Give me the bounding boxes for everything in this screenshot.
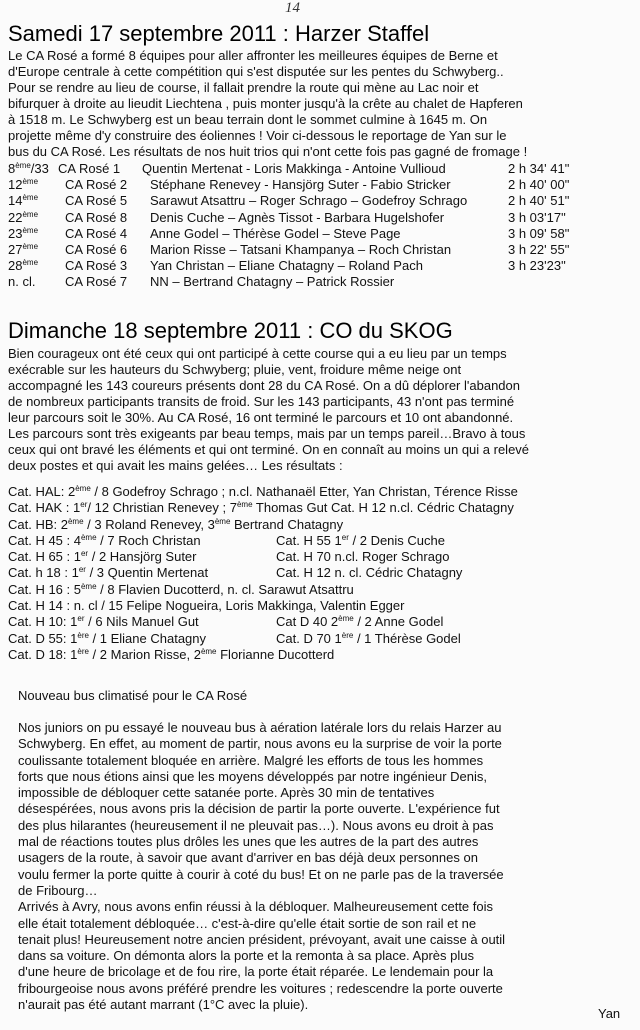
category-result-right <box>276 614 443 630</box>
category-result <box>8 500 514 516</box>
category-text: Cat. H 12 n. cl. Cédric Chatagny <box>276 565 463 581</box>
text-line: Pour se rendre au lieu de course, il fallait prendre la route qui mène au Lac noir et <box>8 80 479 95</box>
rank-suffix: ème <box>80 581 97 591</box>
rank-value: 23 <box>8 225 23 241</box>
result-rank <box>8 258 38 274</box>
rank-value: 22 <box>8 209 23 225</box>
category-result <box>8 614 199 630</box>
rank-suffix: er <box>78 565 86 575</box>
rank-suffix: er <box>80 549 89 559</box>
category-text: Cat. H 45 : 4 <box>8 532 81 548</box>
team-members: Denis Cuche – Agnès Tissot - Barbara Hugelshofer <box>150 209 445 225</box>
category-row <box>8 549 632 565</box>
text-line: fribourgeoise nous avons préféré prendre les voitures ; redescendre la porte ouverte <box>18 980 503 996</box>
category-result <box>8 484 518 500</box>
text-line: coulissante totalement bloquée en arrière. Malgré les efforts de tous les hommes <box>18 752 484 768</box>
result-row <box>8 226 628 242</box>
category-row <box>8 614 632 630</box>
category-text: Cat. HAL: 2 <box>8 484 76 499</box>
text-line: à 1518 m. Le Schwyberg est un beau terrain dont le sommet culmine à 1645 m. On <box>8 112 488 127</box>
harzer-paragraph <box>8 48 622 160</box>
article-author: Yan <box>598 1006 621 1021</box>
text-line: mal de réactions toutes plus drôles les unes que les autres de la part des autres <box>18 834 479 850</box>
category-text: Cat. H 14 : n. cl / 15 Felipe Nogueira, Loris Makkinga, Valentin Egger <box>8 598 405 614</box>
category-text: Cat. HAK : 1 <box>8 500 81 516</box>
category-text: Bertrand Chatagny <box>230 516 344 532</box>
category-text: Thomas Gut Cat. H 12 n.cl. Cédric Chatagny <box>252 500 514 516</box>
bus-article-title: Nouveau bus climatisé pour le CA Rosé <box>18 688 248 703</box>
team-members: Yan Christan – Eliane Chatagny – Roland Pach <box>150 258 423 274</box>
team-members: Sarawut Atsattru – Roger Schrago – Godefroy Schrago <box>150 193 468 209</box>
category-row <box>8 598 632 614</box>
harzer-results <box>8 161 628 291</box>
category-result-right <box>276 533 445 549</box>
rank-suffix: ème <box>75 484 91 493</box>
category-text: Cat D 40 2 <box>276 614 339 630</box>
result-rank <box>8 177 38 193</box>
team-members: Quentin Mertenat - Loris Makkinga - Antoine Vullioud <box>142 161 446 176</box>
result-time: 2 h 40' 51" <box>508 193 570 209</box>
category-text: Cat. D 55: 1 <box>8 630 78 646</box>
rank-suffix: ère <box>77 646 89 656</box>
text-line: usagers de la route, à savoir que avant d'arriver en bas déjà deux personnes on <box>18 850 478 866</box>
text-line: Le CA Rosé a formé 8 équipes pour aller affronter les meilleures équipes de Berne et <box>8 48 498 63</box>
text-line: bus du CA Rosé. Les résultats de nos huit trios qui n'ont cette fois pas gagné de fromage ! <box>8 144 528 159</box>
rank-suffix: ème <box>22 241 39 251</box>
category-text: / 2 Marion Risse, 2 <box>88 646 201 662</box>
category-text: / 7 Roch Christan <box>96 532 201 548</box>
result-time: 3 h 03'17" <box>508 209 566 225</box>
result-time: 3 h 22' 55" <box>508 241 570 257</box>
text-line: désespérées, nous avons pris la décision de partir la porte ouverte. L'expérience fut <box>18 801 500 817</box>
category-text: Florianne Ducotterd <box>216 646 335 662</box>
category-result <box>8 549 197 565</box>
text-line: dans sa voiture. On démonta alors la porte et la remonta à sa place. Après plus <box>18 948 474 964</box>
category-text: / 6 Nils Manuel Gut <box>84 614 199 630</box>
text-line: accompagné les 143 coureurs présents dont 28 du CA Rosé. On a dû déplorer l'abandon <box>8 378 520 393</box>
rank-suffix: ème <box>22 177 39 187</box>
rank-suffix: ème <box>22 258 39 268</box>
result-row <box>8 274 628 290</box>
rank-suffix: ème <box>338 614 354 624</box>
rank-suffix: ère <box>341 630 354 640</box>
text-line: n'aurait pas été autant marrant (1°C avec la pluie). <box>18 997 309 1013</box>
category-text: / 3 Quentin Mertenat <box>85 565 209 581</box>
category-text: Cat. H 55 1 <box>276 532 342 548</box>
category-row <box>8 517 632 533</box>
text-line: voulu fermer la porte quitte à courir à coté du bus! Et on ne parle pas de la traversée <box>18 866 504 882</box>
result-row <box>8 193 628 209</box>
result-rank <box>8 242 38 258</box>
text-line: Nos juniors on pu essayé le nouveau bus à aération latérale lors du relais Harzer au <box>18 720 502 735</box>
team-name: CA Rosé 6 <box>65 241 128 257</box>
category-text: / 2 Hansjörg Suter <box>88 549 197 565</box>
text-line: Bien courageux ont été ceux qui ont participé à cette course qui a eu lieu par un temps <box>8 346 507 361</box>
team-members: NN – Bertrand Chatagny – Patrick Rossier <box>150 274 395 290</box>
category-row <box>8 484 632 500</box>
rank-suffix: ème <box>22 209 39 219</box>
result-row <box>8 161 628 177</box>
result-rank <box>8 210 38 226</box>
text-line: ceux qui ont bravé les éléments et qui ont terminé. On en connaît au moins un qui a relevé <box>8 442 530 457</box>
team-name: CA Rosé 4 <box>65 225 128 241</box>
bus-article-body <box>18 720 598 1013</box>
category-row <box>8 500 632 516</box>
rank-value: 27 <box>8 241 23 257</box>
rank-suffix: er <box>341 532 349 542</box>
category-text: Cat. h 18 : 1 <box>8 565 79 581</box>
result-row <box>8 258 628 274</box>
text-line: d'une heure de bricolage et de fou rire, la porte était réparée. Le lendemain pour la <box>18 964 494 980</box>
category-row <box>8 582 632 598</box>
category-text: / 3 Roland Renevey, 3 <box>83 516 215 532</box>
section-title-skog: Dimanche 18 septembre 2011 : CO du SKOG <box>8 318 453 343</box>
category-text: Cat. D 70 1 <box>276 630 342 646</box>
rank-suffix: ème <box>200 646 217 656</box>
skog-paragraph <box>8 346 622 474</box>
category-result <box>8 631 206 647</box>
rank-suffix: ème <box>22 193 39 203</box>
rank-suffix: ème <box>214 516 231 526</box>
category-result-right <box>276 549 449 565</box>
result-row <box>8 242 628 258</box>
category-text: Cat. D 18: 1 <box>8 646 78 662</box>
category-result-right <box>276 565 462 581</box>
result-time: 3 h 23'23" <box>508 258 566 274</box>
text-line: d'Europe centrale à cette compétition qui s'est disputée sur les pentes du Schwyberg.. <box>8 64 504 79</box>
team-name: CA Rosé 8 <box>65 209 128 225</box>
category-text: Cat. H 16 : 5 <box>8 581 81 597</box>
rank-suffix: ème <box>67 516 84 526</box>
text-line: forts que nous étions ainsi que les moyens développés par notre ingénieur Denis, <box>18 768 488 784</box>
category-row <box>8 631 632 647</box>
result-time: 2 h 40' 00" <box>508 177 570 193</box>
rank-total: /33 <box>30 161 49 176</box>
category-result <box>8 517 343 533</box>
skog-results <box>8 484 632 663</box>
category-text: / 2 Denis Cuche <box>348 532 445 548</box>
text-line: exécrable sur les hauteurs du Schwyberg; pluie, vent, froidure même neige ont <box>8 362 462 377</box>
team-name: CA Rosé 5 <box>65 193 128 209</box>
result-row <box>8 177 628 193</box>
result-time: 3 h 09' 58" <box>508 225 570 241</box>
category-result <box>8 582 354 598</box>
category-result <box>8 565 208 581</box>
category-result <box>8 647 334 663</box>
result-rank <box>8 193 38 209</box>
result-rank <box>8 161 49 177</box>
rank-suffix: er <box>77 614 85 624</box>
team-members: Marion Risse – Tatsani Khampanya – Roch Christan <box>150 241 452 257</box>
category-result <box>8 533 201 549</box>
category-text: / 1 Eliane Chatagny <box>88 630 207 646</box>
text-line: leur parcours soit le 30%. Au CA Rosé, 16 ont terminé le parcours et 10 ont abandonné. <box>8 410 514 425</box>
rank-suffix: ème <box>80 532 97 542</box>
text-line: tenait plus! Heureusement notre ancien président, prévoyant, avait une caisse à outil <box>18 931 506 947</box>
rank-value: 14 <box>8 193 23 209</box>
result-row <box>8 210 628 226</box>
text-line: deux postes et qui avait les mains gelées… Les résultats : <box>8 458 343 473</box>
category-text: / 12 Christian Renevey ; 7 <box>87 500 237 516</box>
rank-value: n. cl. <box>8 274 36 290</box>
section-title-harzer: Samedi 17 septembre 2011 : Harzer Staffel <box>8 21 430 46</box>
page-number: 14 <box>285 0 300 16</box>
result-rank <box>8 226 38 242</box>
text-line: Schwyberg. En effet, au moment de partir, nous avons eu la surprise de voir la porte <box>18 736 502 752</box>
category-row <box>8 647 632 663</box>
rank-value: 12 <box>8 177 23 193</box>
text-line: Les parcours sont très exigeants par beau temps, mais par un temps pareil…Bravo à tous <box>8 426 526 441</box>
team-name: CA Rosé 2 <box>65 177 128 193</box>
result-rank <box>8 274 35 290</box>
text-line: projette même d'y construire des éoliennes ! Voir ci-dessous le reportage de Yan sur le <box>8 128 507 143</box>
rank-suffix: er <box>80 500 88 510</box>
team-name: CA Rosé 1 <box>58 161 121 176</box>
team-members: Anne Godel – Thérèse Godel – Steve Page <box>150 225 401 241</box>
text-line: Arrivés à Avry, nous avons enfin réussi à la débloquer. Malheureusement cette fois <box>18 899 494 915</box>
category-text: Cat. H 65 : 1 <box>8 549 81 565</box>
category-text: / 1 Thérèse Godel <box>353 630 461 646</box>
text-line: elle était totalement débloquée… c'est-à-dire qu'elle était sortie de son rail et ne <box>18 915 477 931</box>
category-row <box>8 565 632 581</box>
team-members: Stéphane Renevey - Hansjörg Suter - Fabio Stricker <box>150 177 451 193</box>
category-text: / 2 Anne Godel <box>353 614 444 630</box>
text-line: bifurquer à droite au lieudit Liechtena , puis monter jusqu'à la crête au chalet de Hapferen <box>8 96 523 111</box>
text-line: de Fribourg… <box>18 882 98 898</box>
team-name: CA Rosé 3 <box>65 258 128 274</box>
rank-suffix: ème <box>15 161 31 170</box>
team-name: CA Rosé 7 <box>65 274 128 290</box>
category-result <box>8 598 404 614</box>
category-text: Cat. H 10: 1 <box>8 614 78 630</box>
category-text: Cat. H 70 n.cl. Roger Schrago <box>276 549 450 565</box>
rank-suffix: ère <box>77 630 89 640</box>
category-text: / 8 Flavien Ducotterd, n. cl. Sarawut Atsattru <box>96 581 354 597</box>
result-time: 2 h 34' 41" <box>508 161 570 176</box>
text-line: impossible de débloquer cette satanée porte. Après 30 min de tentatives <box>18 785 435 801</box>
category-text: / 8 Godefroy Schrago ; n.cl. Nathanaël Etter, Yan Christan, Térence Risse <box>90 484 518 499</box>
text-line: des plus hilarantes (heureusement il ne pleuvait pas…). Nous avons eu droit à pas <box>18 817 494 833</box>
category-result-right <box>276 631 461 647</box>
rank-value: 28 <box>8 258 23 274</box>
category-row <box>8 533 632 549</box>
text-line: de nombreux participants transits de froid. Sur les 143 participants, 43 n'ont pas terminé <box>8 394 515 409</box>
category-text: Cat. HB: 2 <box>8 516 68 532</box>
rank-value: 8 <box>8 161 16 176</box>
rank-suffix: ème <box>236 500 253 510</box>
rank-suffix: ème <box>22 225 39 235</box>
